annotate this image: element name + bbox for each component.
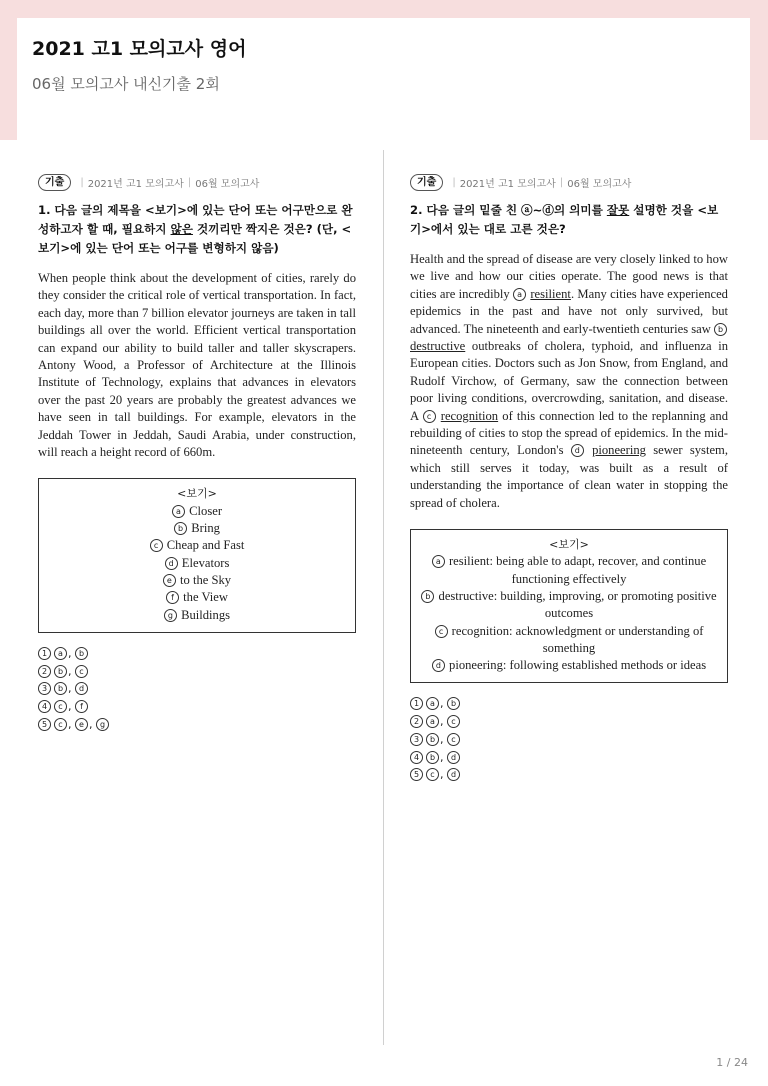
passage: When people think about the development of cities, rarely do they consider the critical role of vertical transportation. In fact, each day, more than 7 billion elevator journeys are taken in tall buildings all over the world. Efficient vertical transportation can expand our ability to build taller and taller skyscrapers. Antony Wood, a Professor of Architecture at the Illinois Institute of Technology, explains that advances in elevators over the past 20 years are probably the greatest advances we have seen in tall buildings. For example, elevators in the Jeddah Tower in Jeddah, Saudi Arabia, under construction, will reach a height record of 660m. (38, 271, 356, 460)
bogi-item-text: Elevators (178, 555, 230, 570)
circled-letter-c: c (447, 733, 460, 746)
circled-letter-a: a (513, 288, 526, 301)
option-number: 4 (38, 700, 51, 713)
separator: | (187, 176, 192, 188)
circled-letter-a: a (426, 715, 439, 728)
circled-letter-d: d (165, 557, 178, 570)
question-2 (410, 173, 728, 784)
option-number: 3 (38, 682, 51, 695)
bogi-item (47, 607, 347, 624)
document-subtitle: 06월 모의고사 내신기출 2회 (32, 75, 220, 93)
circled-letter-e: e (163, 574, 176, 587)
circled-letter-d: d (447, 751, 460, 764)
bogi-item-text: recognition: acknowledgment or understanding of something (448, 623, 704, 655)
option-number: 3 (410, 733, 423, 746)
source-year: 2021년 고1 모의고사 (87, 178, 184, 190)
circled-letter-a: a (172, 505, 185, 518)
circled-letter-d: d (571, 444, 584, 457)
passage-text: of this connection led to the replanning and rebuilding of cities to stop the spread of epidemics. In the mid-nineteenth century, London's (410, 408, 728, 458)
bogi-item (47, 555, 347, 572)
bogi-item (47, 537, 347, 554)
bogi-item-text: Buildings (177, 607, 231, 622)
answer-option[interactable]: 5 c , d (410, 766, 728, 784)
circled-letter-c: c (75, 665, 88, 678)
circled-letter-b: b (75, 647, 88, 660)
source-year: 2021년 고1 모의고사 (459, 178, 556, 190)
separator: | (559, 176, 564, 188)
circled-letter-c: c (435, 625, 448, 638)
underlined-word: recognition (440, 408, 499, 423)
circled-letter-d: d (447, 768, 460, 781)
circled-letter-a: a (54, 647, 67, 660)
answer-options (38, 645, 356, 734)
bogi-title: <보기> (549, 538, 589, 552)
underlined-word: resilient (530, 286, 571, 301)
bogi-item-text: Closer (185, 503, 223, 518)
circled-letter-c: c (447, 715, 460, 728)
answer-option[interactable]: 1 a , b (410, 695, 728, 713)
passage-text: Health and the spread of disease are very closely linked to how we live and how our cities operate. The good news is that cities are incredibly (410, 252, 728, 301)
bogi-item (47, 572, 347, 589)
bogi-item-text: destructive: building, improving, or promoting positive outcomes (435, 588, 717, 621)
circled-letter-b: b (426, 751, 439, 764)
bogi-item-text: pioneering: following established methods or ideas (445, 658, 707, 673)
answer-option[interactable]: 5 c , e , g (38, 716, 356, 734)
circled-letter-c: c (54, 718, 67, 731)
option-number: 1 (38, 647, 51, 660)
option-number: 5 (38, 718, 51, 731)
circled-letter-b: b (447, 697, 460, 710)
circled-letter-g: g (164, 609, 177, 622)
passage-text: outbreaks of cholera, typhoid, and influenza in European cities. Doctors such as Jon Snow, from England, and Rudolf Virchow, of Germany, saw the connection between poor living conditions, overcrowding, sanitation, and disease. A (410, 339, 728, 423)
option-number: 1 (410, 697, 423, 710)
question-title (410, 201, 728, 239)
answer-option[interactable]: 3 b , d (38, 680, 356, 698)
question-title-part: 1. 다음 글의 제목을 <보기>에 있는 단어 또는 어구만으로 완성하고자 할 때, 필요하지 (38, 203, 353, 236)
circled-letter-c: c (54, 700, 67, 713)
bogi-item (419, 657, 719, 674)
bogi-item (47, 503, 347, 520)
bogi-item (47, 589, 347, 606)
question-title-part: 2. 다음 글의 밑줄 친 ⓐ~ⓓ의 의미를 (410, 203, 607, 217)
passage (410, 251, 728, 512)
bogi-item (419, 553, 719, 588)
separator: | (80, 176, 84, 188)
circled-letter-c: c (426, 768, 439, 781)
circled-letter-b: b (54, 682, 67, 695)
separator: | (452, 176, 456, 188)
source-row (38, 173, 356, 191)
circled-letter-a: a (432, 555, 445, 568)
circled-letter-e: e (75, 718, 88, 731)
answer-option[interactable]: 4 c , f (38, 698, 356, 716)
answer-option[interactable]: 4 b , d (410, 749, 728, 767)
bogi-item-text: the View (180, 590, 228, 605)
answer-option[interactable]: 2 a , c (410, 713, 728, 731)
circled-letter-f: f (166, 591, 179, 604)
source-row (410, 173, 728, 191)
source-month: 06월 모의고사 (195, 178, 260, 190)
circled-letter-b: b (426, 733, 439, 746)
option-number: 4 (410, 751, 423, 764)
bogi-box (38, 478, 356, 632)
question-1 (38, 173, 356, 733)
column-divider (383, 150, 384, 1045)
bogi-box (410, 529, 728, 683)
bogi-item (47, 520, 347, 537)
question-title-underlined: 않은 (170, 222, 193, 236)
circled-letter-c: c (423, 410, 436, 423)
option-number: 2 (410, 715, 423, 728)
underlined-word: pioneering (592, 443, 646, 458)
answer-option[interactable]: 1 a , b (38, 645, 356, 663)
source-month: 06월 모의고사 (567, 178, 632, 190)
bogi-item-text: Cheap and Fast (163, 538, 245, 553)
question-title-part: 설명한 것을 <보기>에서 있는 대로 고른 것은? (410, 203, 719, 236)
passage-text: . Many cities have experienced epidemics in the past and have not only survived, but advanced. The nineteenth and early-twentieth centuries saw (410, 286, 728, 336)
circled-letter-f: f (75, 700, 88, 713)
source-badge: 기출 (410, 174, 443, 191)
option-number: 5 (410, 768, 423, 781)
circled-letter-g: g (96, 718, 109, 731)
page-number: 1 / 24 (716, 1056, 748, 1069)
circled-letter-d: d (75, 682, 88, 695)
question-title (38, 201, 356, 258)
circled-letter-b: b (54, 665, 67, 678)
bogi-title: <보기> (177, 487, 217, 501)
circled-letter-d: d (432, 659, 445, 672)
passage-text: sewer system, which still serves it today, was built as a result of understanding the importance of clean water in stopping the spread of cholera. (410, 443, 728, 510)
bogi-item (419, 588, 719, 623)
bogi-item-text: Bring (188, 521, 220, 536)
bogi-item-text: resilient: being able to adapt, recover, and continue functioning effectively (445, 554, 707, 586)
source-badge: 기출 (38, 174, 71, 191)
circled-letter-b: b (174, 522, 187, 535)
bogi-item (419, 623, 719, 658)
bogi-item-text: to the Sky (176, 572, 232, 587)
answer-option[interactable]: 2 b , c (38, 663, 356, 681)
option-number: 2 (38, 665, 51, 678)
circled-letter-b: b (421, 590, 434, 603)
underlined-word: destructive (410, 339, 466, 354)
document-title: 2021 고1 모의고사 영어 (32, 38, 247, 60)
circled-letter-c: c (150, 539, 163, 552)
circled-letter-a: a (426, 697, 439, 710)
question-title-part: 것끼리만 짝지은 것은? (단, <보기>에 있는 단어 또는 어구를 변형하지 않음) (38, 222, 352, 255)
answer-option[interactable]: 3 b , c (410, 731, 728, 749)
answer-options (410, 695, 728, 784)
circled-letter-b: b (714, 323, 727, 336)
question-title-underlined: 잘못 (606, 203, 630, 217)
